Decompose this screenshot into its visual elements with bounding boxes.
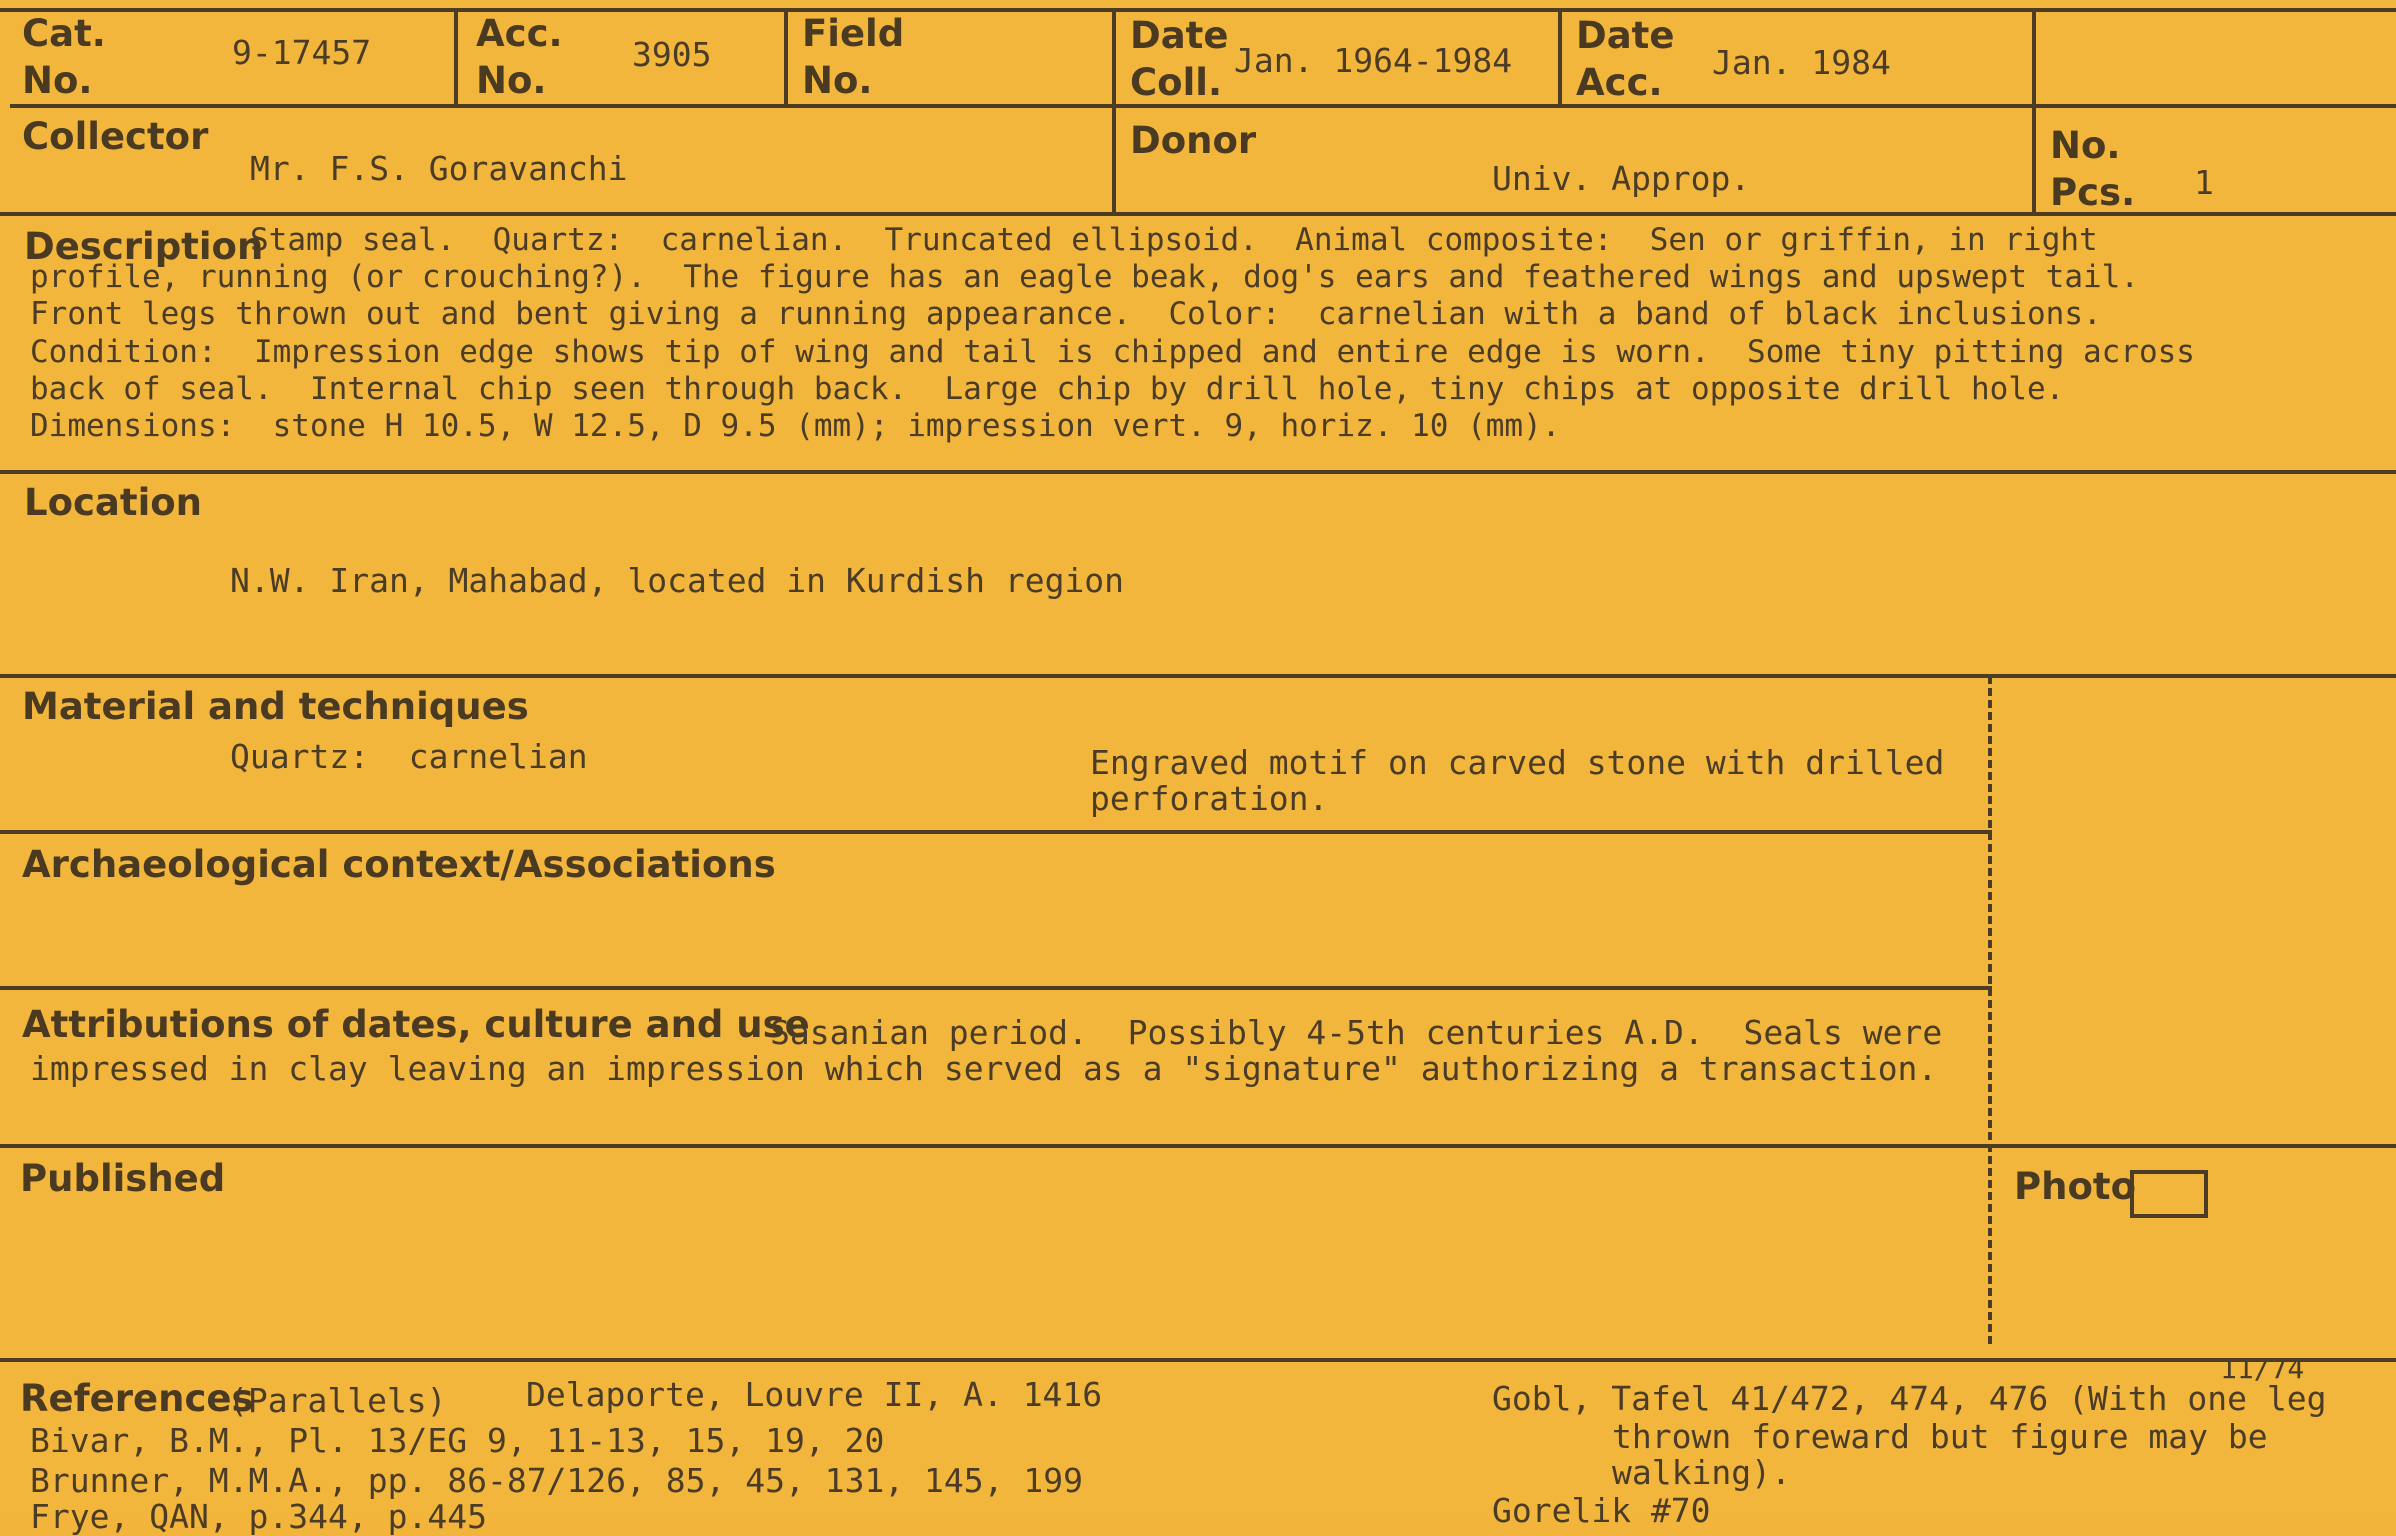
acc-label-line1: Acc. bbox=[476, 12, 563, 55]
reference-right-4: Gorelik #70 bbox=[1492, 1491, 1711, 1530]
date-coll-label-line2: Coll. bbox=[1130, 61, 1222, 104]
reference-left-2: Bivar, B.M., Pl. 13/EG 9, 11-13, 15, 19, 20 bbox=[30, 1421, 885, 1460]
reference-right-1: Gobl, Tafel 41/472, 474, 476 (With one leg bbox=[1492, 1379, 2327, 1418]
date-acc-value: Jan. 1984 bbox=[1712, 43, 1891, 82]
cat-label-line1: Cat. bbox=[22, 12, 106, 55]
pieces-label bbox=[2050, 122, 2135, 216]
rule-description-bottom bbox=[0, 470, 2396, 474]
donor-value: Univ. Approp. bbox=[1492, 159, 1751, 198]
location-label: Location bbox=[24, 481, 203, 524]
cat-no-label bbox=[22, 10, 106, 104]
attributions-line-1: Sasanian period. Possibly 4-5th centuries A.D. Seals were bbox=[770, 1013, 1943, 1052]
field-no-label bbox=[802, 10, 904, 104]
collector-label: Collector bbox=[22, 115, 209, 158]
date-coll-value: Jan. 1964-1984 bbox=[1234, 41, 1513, 80]
rule-location-bottom bbox=[0, 674, 2396, 678]
acc-no-value: 3905 bbox=[632, 35, 712, 74]
material-value: Quartz: carnelian bbox=[230, 737, 588, 776]
page-mark: 11/74 bbox=[2220, 1352, 2305, 1385]
date-coll-label bbox=[1130, 12, 1228, 106]
collector-value: Mr. F.S. Goravanchi bbox=[250, 149, 628, 188]
reference-left-1: Delaporte, Louvre II, A. 1416 bbox=[526, 1375, 1103, 1414]
description-line-2: profile, running (or crouching?). The figure has an eagle beak, dog's ears and feathered wings and upswept tail. bbox=[30, 259, 2139, 295]
attributions-label: Attributions of dates, culture and use bbox=[22, 1003, 810, 1046]
rule-collector-bottom bbox=[0, 212, 2396, 216]
pieces-label-line1: No. bbox=[2050, 124, 2121, 167]
rule-dateacc-blank bbox=[2032, 8, 2036, 212]
location-value: N.W. Iran, Mahabad, located in Kurdish region bbox=[230, 561, 1125, 600]
photo-label: Photo bbox=[2014, 1165, 2136, 1208]
cat-no-value: 9-17457 bbox=[232, 33, 372, 72]
rule-cat-acc bbox=[454, 8, 458, 104]
rule-datecoll-dateacc bbox=[1558, 8, 1562, 104]
date-acc-label bbox=[1576, 12, 1674, 106]
material-label: Material and techniques bbox=[22, 685, 529, 728]
reference-right-2: thrown foreward but figure may be bbox=[1612, 1417, 2268, 1456]
donor-label: Donor bbox=[1130, 119, 1257, 162]
archaeological-label: Archaeological context/Associations bbox=[22, 843, 776, 886]
description-line-4: Condition: Impression edge shows tip of wing and tail is chipped and entire edge is worn. Some tiny pitting across bbox=[30, 334, 2195, 370]
description-line-6: Dimensions: stone H 10.5, W 12.5, D 9.5 (mm); impression vert. 9, horiz. 10 (mm). bbox=[30, 408, 1561, 444]
rule-attributions-bottom bbox=[0, 1144, 2396, 1148]
description-line-5: back of seal. Internal chip seen through back. Large chip by drill hole, tiny chips at opposite drill hole. bbox=[30, 371, 2065, 407]
pieces-label-line2: Pcs. bbox=[2050, 171, 2136, 214]
pieces-value: 1 bbox=[2194, 163, 2214, 202]
description-line-3: Front legs thrown out and bent giving a running appearance. Color: carnelian with a band of black inclusions. bbox=[30, 296, 2102, 332]
rule-acc-field bbox=[784, 8, 788, 104]
references-parallels: (Parallels) bbox=[228, 1381, 447, 1420]
attributions-line-2: impressed in clay leaving an impression which served as a "signature" authorizing a transaction. bbox=[30, 1049, 1938, 1088]
reference-right-3: walking). bbox=[1612, 1453, 1791, 1492]
cat-label-line2: No. bbox=[22, 59, 93, 102]
rule-right-column bbox=[1988, 676, 1992, 1344]
field-label-line2: No. bbox=[802, 59, 873, 102]
technique-line-2: perforation. bbox=[1090, 779, 1329, 818]
reference-left-4: Frye, QAN, p.344, p.445 bbox=[30, 1497, 487, 1536]
field-label-line1: Field bbox=[802, 12, 905, 55]
rule-material-bottom bbox=[0, 830, 1992, 834]
acc-no-label bbox=[476, 10, 563, 104]
description-line-1: Stamp seal. Quartz: carnelian. Truncated ellipsoid. Animal composite: Sen or griffin, in right bbox=[250, 222, 2098, 258]
published-label: Published bbox=[20, 1157, 226, 1200]
description-label: Description bbox=[24, 225, 264, 268]
date-coll-label-line1: Date bbox=[1130, 14, 1229, 57]
photo-checkbox[interactable] bbox=[2130, 1170, 2208, 1218]
technique-line-1: Engraved motif on carved stone with drilled bbox=[1090, 743, 1945, 782]
references-label: References bbox=[20, 1377, 254, 1420]
rule-field-datecoll bbox=[1112, 8, 1116, 212]
rule-archaeological-bottom bbox=[0, 986, 1992, 990]
date-acc-label-line1: Date bbox=[1576, 14, 1675, 57]
acc-label-line2: No. bbox=[476, 59, 547, 102]
reference-left-3: Brunner, M.M.A., pp. 86-87/126, 85, 45, 131, 145, 199 bbox=[30, 1461, 1083, 1500]
rule-published-bottom bbox=[0, 1358, 2396, 1362]
date-acc-label-line2: Acc. bbox=[1576, 61, 1663, 104]
